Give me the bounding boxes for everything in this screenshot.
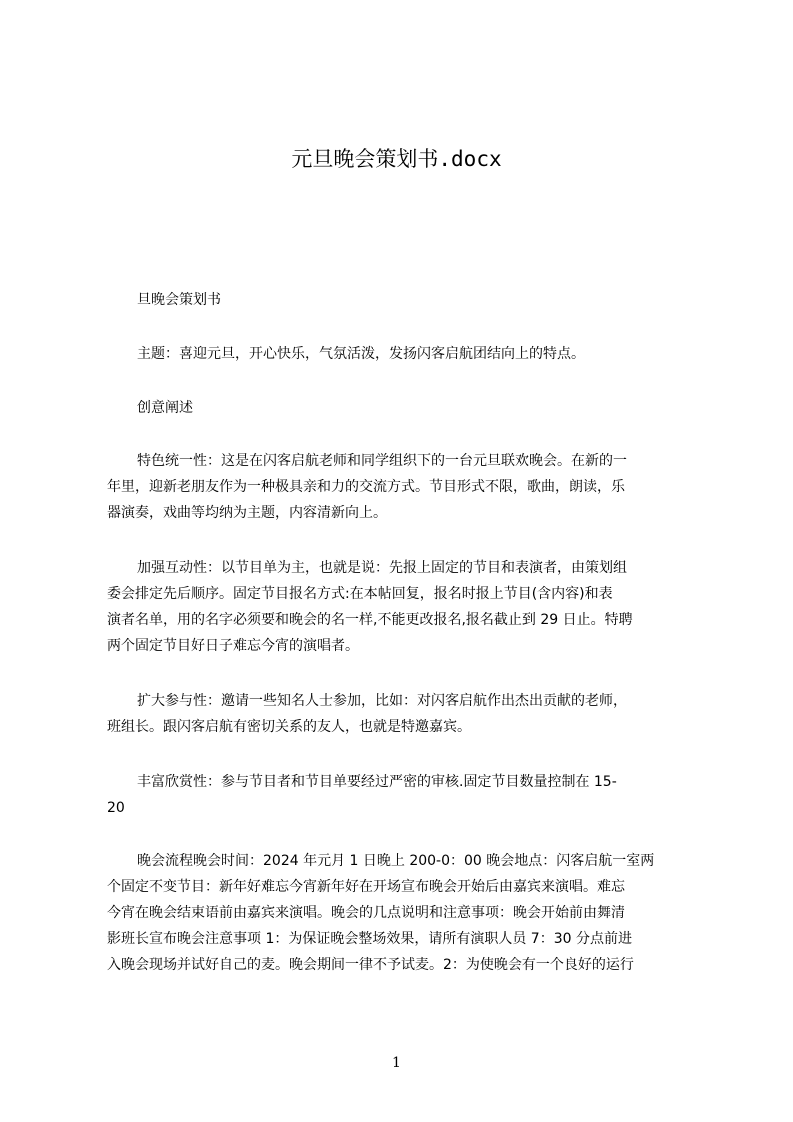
paragraph-line: 班组长。跟闪客启航有密切关系的友人，也就是特邀嘉宾。 <box>107 719 471 735</box>
paragraph-line: 20 <box>107 800 125 816</box>
paragraph-line: 晚会流程晚会时间：2024 年元月 1 日晚上 200-0：00 晚会地点：闪客启航一室两 <box>137 853 655 869</box>
paragraph-line: 年里，迎新老朋友作为一种极具亲和力的交流方式。节目形式不限，歌曲，朗读，乐 <box>107 479 625 495</box>
paragraph-feature <box>107 448 699 526</box>
paragraph-line: 主题：喜迎元旦，开心快乐，气氛活泼，发扬闪客启航团结向上的特点。 <box>137 346 585 362</box>
paragraph-line: 两个固定节目好日子难忘今宵的演唱者。 <box>107 638 359 654</box>
paragraph-line: 入晚会现场并试好自己的麦。晚会期间一律不予试麦。2：为使晚会有一个良好的运行 <box>107 957 634 973</box>
paragraph-theme <box>107 341 699 367</box>
paragraph-line: 创意阐述 <box>137 400 193 416</box>
paragraph-line: 扩大参与性：邀请一些知名人士参加，比如：对闪客启航作出杰出贡献的老师， <box>137 693 627 709</box>
paragraph-appreciation <box>107 769 699 821</box>
paragraph-line: 加强互动性：以节目单为主，也就是说：先报上固定的节目和表演者，由策划组 <box>137 560 627 576</box>
document-title: 元旦晚会策划书.docx <box>291 147 502 171</box>
paragraph-line: 器演奏，戏曲等均纳为主题，内容清新向上。 <box>107 505 387 521</box>
paragraph-line: 影班长宣布晚会注意事项 1：为保证晚会整场效果，请所有演职人员 7：30 分点前进 <box>107 931 632 947</box>
paragraph-heading <box>107 287 699 313</box>
paragraph-line: 个固定不变节目：新年好难忘今宵新年好在开场宣布晚会开始后由嘉宾来演唱。难忘 <box>107 879 625 895</box>
paragraph-line: 丰富欣赏性：参与节目者和节目单要经过严密的审核.固定节目数量控制在 15- <box>137 774 617 790</box>
paragraph-line: 演者名单，用的名字必须要和晚会的名一样,不能更改报名,报名截止到 29 日止。特聘 <box>107 612 633 628</box>
page-number: 1 <box>392 1055 401 1071</box>
paragraph-line: 今宵在晚会结束语前由嘉宾来演唱。晚会的几点说明和注意事项：晚会开始前由舞清 <box>107 905 625 921</box>
paragraph-participation <box>107 688 699 740</box>
paragraph-process <box>107 848 699 978</box>
paragraph-line: 特色统一性：这是在闪客启航老师和同学组织下的一台元旦联欢晚会。在新的一 <box>137 453 627 469</box>
paragraph-line: 委会排定先后顺序。固定节目报名方式:在本帖回复，报名时报上节目(含内容)和表 <box>107 586 613 602</box>
paragraph-creative <box>107 395 699 421</box>
paragraph-line: 旦晚会策划书 <box>137 292 221 308</box>
paragraph-interaction <box>107 555 699 659</box>
